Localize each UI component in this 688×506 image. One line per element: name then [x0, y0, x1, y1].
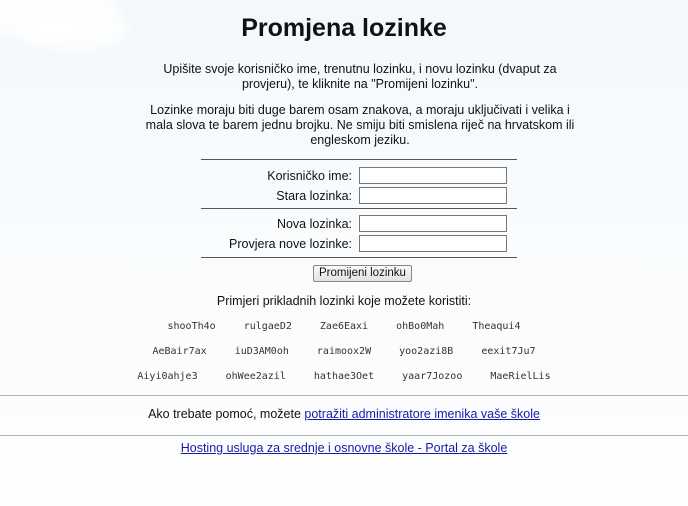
help-text — [0, 407, 688, 421]
example-password: yaar7Jozoo — [402, 371, 463, 382]
old-password-label: Stara lozinka: — [276, 189, 352, 203]
new-password-row — [201, 214, 517, 234]
intro-password-rules: Lozinke moraju biti duge barem osam znakova, a moraju uključivati i velika i mala slova te barem jednu brojku. Ne smiju biti smislena riječ na hrvatskom ili engleskom jeziku. — [145, 103, 575, 147]
form-divider-middle — [201, 208, 517, 209]
username-input[interactable] — [359, 167, 507, 184]
example-password: Zae6Eaxi — [319, 321, 369, 332]
confirm-password-input[interactable] — [359, 235, 507, 252]
example-password: shooTh4o — [167, 321, 216, 332]
admin-contact-link[interactable]: potražiti administratore imenika vaše škole — [304, 407, 540, 421]
confirm-password-row — [201, 234, 517, 254]
example-password: iuD3AM0oh — [234, 346, 289, 357]
examples-row — [0, 346, 688, 357]
form-divider-bottom — [201, 257, 517, 258]
change-password-button[interactable]: Promijeni lozinku — [313, 265, 412, 282]
portal-link[interactable]: Hosting usluga za srednje i osnovne škole - Portal za škole — [180, 441, 508, 455]
example-password: AeBair7ax — [152, 346, 207, 357]
example-password: eexit7Ju7 — [481, 346, 536, 357]
help-prefix: Ako trebate pomoć, možete — [148, 407, 305, 421]
intro-instructions: Upišite svoje korisničko ime, trenutnu lozinku, i novu lozinku (dvaput za provjeru), te kliknite na "Promijeni lozinku". — [163, 62, 557, 91]
old-password-input[interactable] — [359, 187, 507, 204]
examples-title: Primjeri prikladnih lozinki koje možete koristiti: — [216, 294, 472, 308]
footer — [0, 441, 688, 455]
help-divider — [0, 395, 688, 396]
new-password-input[interactable] — [359, 215, 507, 232]
example-password: Aiyi0ahje3 — [137, 371, 198, 382]
example-password: ohBo0Mah — [396, 321, 445, 332]
examples-row — [0, 321, 688, 332]
example-password: raimoox2W — [316, 346, 372, 357]
example-password: hathae3Oet — [313, 371, 375, 382]
username-label: Korisničko ime: — [267, 169, 352, 183]
confirm-password-label: Provjera nove lozinke: — [229, 237, 352, 251]
examples-row — [0, 371, 688, 382]
old-password-row — [201, 186, 517, 206]
new-password-label: Nova lozinka: — [276, 217, 352, 231]
page-title: Promjena lozinke — [241, 14, 447, 42]
example-password: rulgaeD2 — [243, 321, 292, 332]
example-password: ohWee2azil — [225, 371, 286, 382]
example-password: MaeRielLis — [490, 371, 551, 382]
username-row — [201, 166, 517, 186]
footer-divider — [0, 435, 688, 436]
example-password: yoo2azi8B — [399, 346, 454, 357]
example-password: Theaqui4 — [472, 321, 521, 332]
form-divider-top — [201, 159, 517, 160]
